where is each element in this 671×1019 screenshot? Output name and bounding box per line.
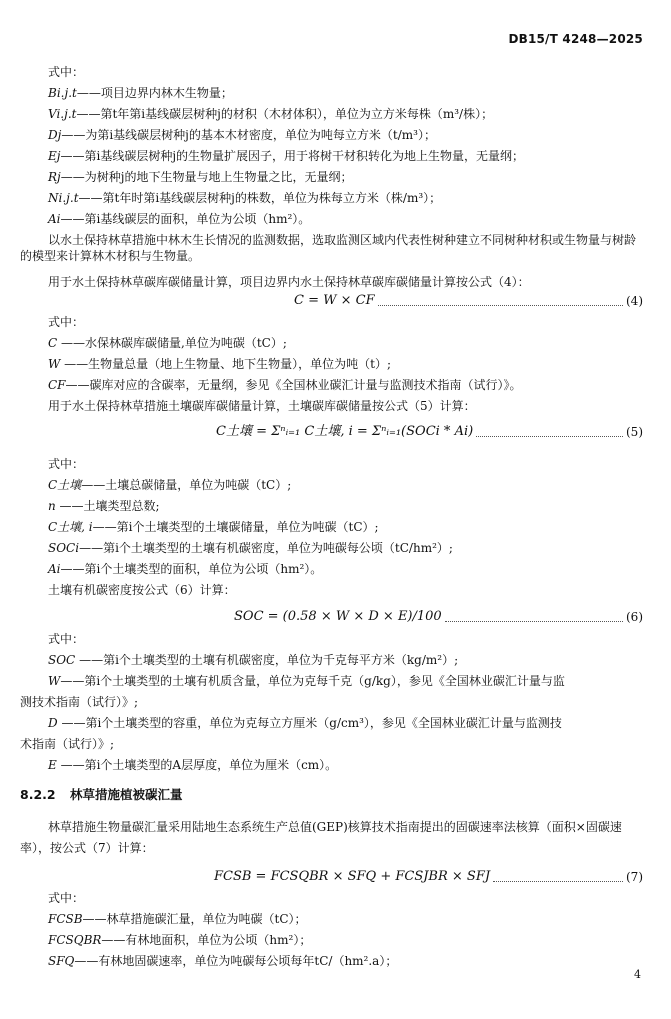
where-label: 式中： xyxy=(48,632,85,646)
definition-text: ——第i基线碳层树种j的生物量扩展因子，用于将树干材积转化为地上生物量，无量纲； xyxy=(60,149,525,163)
definition-text: ——碳库对应的含碳率，无量纲，参见《全国林业碳汇计量与监测技术指南（试行）》。 xyxy=(65,378,522,392)
definition-continuation: 测技术指南（试行）》; xyxy=(20,695,139,709)
page-number: 4 xyxy=(634,968,641,981)
definition-text: ——第i个土壤类型的土壤有机碳密度，单位为吨碳每公顷（tC/hm²）; xyxy=(79,541,453,555)
symbol: W xyxy=(48,357,61,371)
leader-dots xyxy=(445,612,623,622)
where-label: 式中： xyxy=(48,315,85,329)
symbol: W xyxy=(48,674,61,688)
definition-text: ——土壤总碳储量，单位为吨碳（tC）; xyxy=(81,478,292,492)
definition-text: ——第i基线碳层的面积，单位为公顷（hm²）。 xyxy=(60,212,311,226)
symbol: Rj xyxy=(48,170,61,184)
paragraph: 用于水土保持林草碳库碳储量计算，项目边界内水土保持林草碳库碳储量计算按公式（4）： xyxy=(48,275,530,289)
equation-expression: C = W × CF xyxy=(294,293,375,308)
symbol: Ai xyxy=(48,212,61,226)
symbol: CF xyxy=(48,378,66,392)
symbol-definition xyxy=(48,190,643,206)
equation-5 xyxy=(216,424,643,440)
equation-6 xyxy=(234,609,643,625)
definition-continuation: 术指南（试行）》; xyxy=(20,737,115,751)
symbol: Ai xyxy=(48,562,61,576)
symbol-definition xyxy=(48,715,643,731)
symbol: FCSQBR xyxy=(48,933,102,947)
definition-text: ——第i个土壤类型的面积，单位为公顷（hm²）。 xyxy=(60,562,323,576)
paragraph: 以水土保持林草措施中林木生长情况的监测数据，选取监测区域内代表性树种建立不同树种材积或生物量与树龄的模型来计算林木材积与生物量。 xyxy=(20,233,637,263)
symbol: Ni.j.t xyxy=(48,191,79,205)
definition-text: ——水保林碳库碳储量,单位为吨碳（tC）; xyxy=(57,336,287,350)
symbol: C土壤, i xyxy=(48,520,93,534)
symbol-definition xyxy=(48,169,643,185)
symbol-definition xyxy=(48,673,643,689)
symbol-definition xyxy=(48,477,643,493)
symbol-definition xyxy=(48,757,643,773)
symbol: SFQ xyxy=(48,954,75,968)
symbol: Ej xyxy=(48,149,61,163)
symbol: C xyxy=(48,336,58,350)
where-label: 式中： xyxy=(48,457,85,471)
where-label: 式中： xyxy=(48,891,85,905)
section-title: 林草措施植被碳汇量 xyxy=(69,787,183,802)
symbol-definition xyxy=(48,106,643,122)
symbol: D xyxy=(48,716,58,730)
symbol: SOC xyxy=(48,653,76,667)
symbol-definition xyxy=(48,211,643,227)
definition-text: ——第i个土壤类型的土壤有机质含量，单位为克每千克（g/kg），参见《全国林业碳汇计量与监 xyxy=(60,674,565,688)
equation-number: (5) xyxy=(626,425,643,439)
equation-number: (7) xyxy=(626,870,643,884)
paragraph: 土壤有机碳密度按公式（6）计算： xyxy=(48,583,236,597)
symbol: Dj xyxy=(48,128,62,142)
symbol-definition xyxy=(48,953,643,969)
equation-expression: FCSB = FCSQBR × SFQ + FCSJBR × SFJ xyxy=(214,869,491,884)
symbol: SOCi xyxy=(48,541,80,555)
definition-text: ——有林地面积，单位为公顷（hm²）； xyxy=(101,933,312,947)
document-code: DB15/T 4248—2025 xyxy=(508,32,643,46)
symbol-definition xyxy=(48,498,643,514)
leader-dots xyxy=(378,296,623,306)
symbol-definition xyxy=(48,85,643,101)
definition-text: ——第i个土壤类型的土壤碳储量，单位为吨碳（tC）; xyxy=(92,520,379,534)
definition-text: ——为树种j的地下生物量与地上生物量之比，无量纲； xyxy=(60,170,353,184)
equation-4 xyxy=(294,293,643,309)
where-label: 式中： xyxy=(48,65,85,79)
section-heading xyxy=(20,787,182,803)
definition-text: ——第t年时第i基线碳层树种j的株数，单位为株每立方米（株/m³）； xyxy=(78,191,442,205)
symbol-definition xyxy=(48,561,643,577)
definition-text: ——有林地固碳速率，单位为吨碳每公顷每年tC/（hm².a）； xyxy=(74,954,398,968)
equation-expression: SOC = (0.58 × W × D × E)/100 xyxy=(234,609,442,624)
symbol-definition xyxy=(48,911,643,927)
paragraph: 林草措施生物量碳汇量采用陆地生态系统生产总值(GEP)核算技术指南提出的固碳速率法核算（面积×固碳速率），按公式（7）计算： xyxy=(20,820,622,855)
symbol-definition xyxy=(48,652,643,668)
definition-text: ——第t年第i基线碳层树种j的材积（木材体积），单位为立方米每株（m³/株）； xyxy=(76,107,494,121)
definition-text: ——生物量总量（地上生物量、地下生物量），单位为吨（t）; xyxy=(60,357,392,371)
leader-dots xyxy=(476,427,623,437)
definition-text: ——土壤类型总数; xyxy=(55,499,160,513)
definition-text: ——项目边界内林木生物量； xyxy=(76,86,233,100)
equation-7 xyxy=(214,869,643,885)
equation-number: (6) xyxy=(626,610,643,624)
definition-text: ——林草措施碳汇量，单位为吨碳（tC）； xyxy=(82,912,307,926)
equation-number: (4) xyxy=(626,294,643,308)
symbol-definition xyxy=(48,127,643,143)
symbol-definition xyxy=(48,519,643,535)
definition-text: ——第i个土壤类型的A层厚度，单位为厘米（cm）。 xyxy=(56,758,338,772)
leader-dots xyxy=(493,872,623,882)
symbol: n xyxy=(48,499,56,513)
symbol-definition xyxy=(48,335,643,351)
symbol-definition xyxy=(48,148,643,164)
symbol: E xyxy=(48,758,57,772)
symbol: Vi.j.t xyxy=(48,107,77,121)
symbol: C土壤 xyxy=(48,478,82,492)
symbol: Bi.j.t xyxy=(48,86,77,100)
symbol: FCSB xyxy=(48,912,83,926)
symbol-definition xyxy=(48,356,643,372)
symbol-definition xyxy=(48,377,643,393)
definition-text: ——为第i基线碳层树种j的基本木材密度，单位为吨每立方米（t/m³）； xyxy=(61,128,436,142)
paragraph: 用于水土保持林草措施土壤碳库碳储量计算，土壤碳库碳储量按公式（5）计算： xyxy=(48,399,476,413)
symbol-definition xyxy=(48,932,643,948)
section-number: 8.2.2 xyxy=(20,787,56,802)
definition-text: ——第i个土壤类型的土壤有机碳密度，单位为千克每平方米（kg/m²）; xyxy=(75,653,459,667)
symbol-definition xyxy=(48,540,643,556)
equation-expression: C土壤 = Σⁿᵢ₌₁ C土壤, i = Σⁿᵢ₌₁(SOCi * Ai) xyxy=(216,424,474,439)
definition-text: ——第i个土壤类型的容重，单位为克每立方厘米（g/cm³），参见《全国林业碳汇计量与监测技 xyxy=(57,716,562,730)
